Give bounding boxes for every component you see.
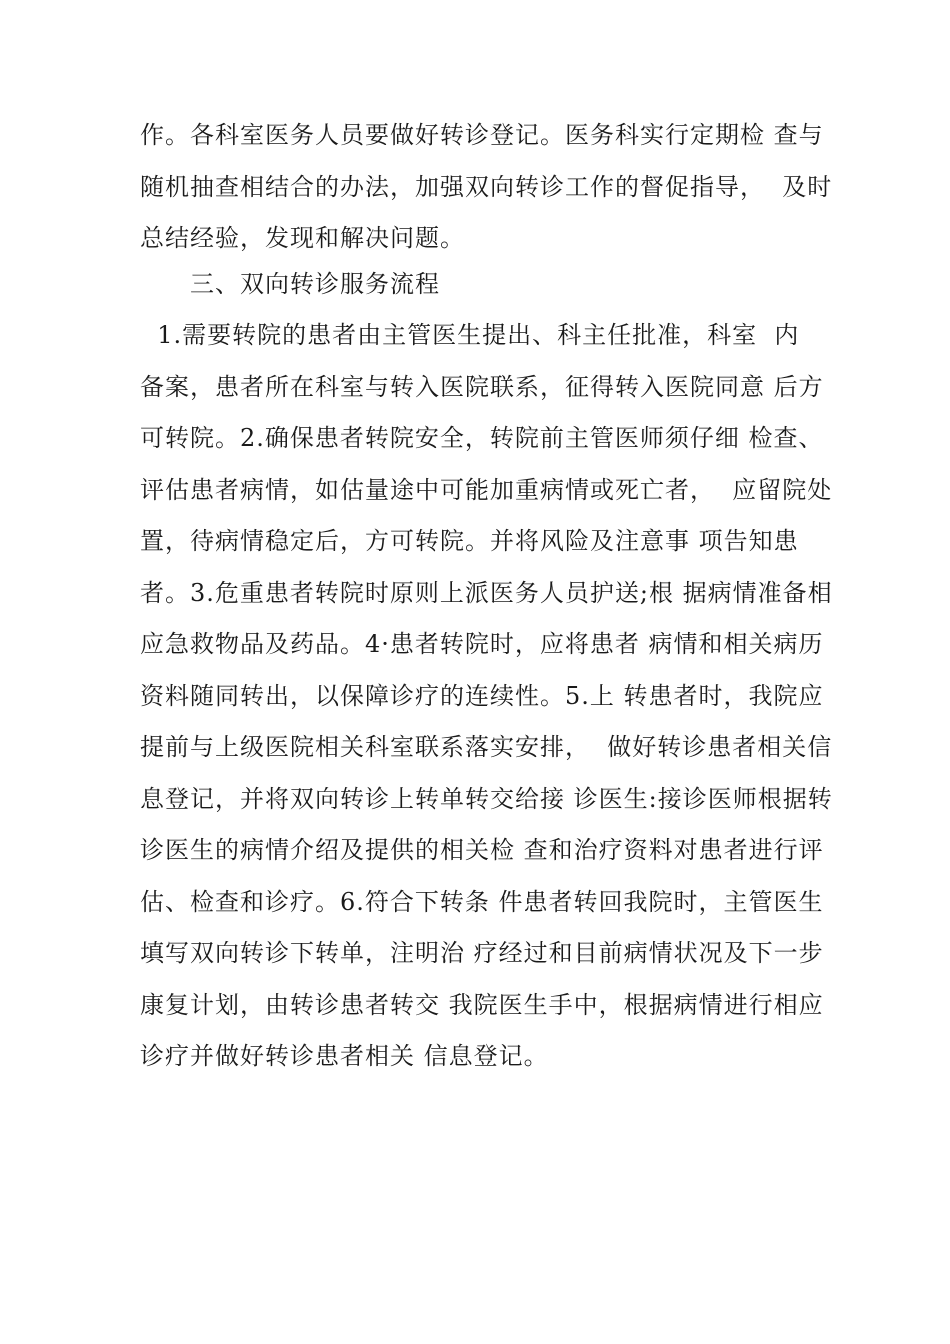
paragraph-line: 置，待病情稳定后，方可转院。并将风险及注意事 项告知患 xyxy=(140,527,799,555)
section-heading: 三、双向转诊服务流程 xyxy=(190,270,440,298)
paragraph-line: 作。各科室医务人员要做好转诊登记。医务科实行定期检 查与 xyxy=(140,121,824,149)
paragraph-line: 康复计划，由转诊患者转交 我院医生手中，根据病情进行相应 xyxy=(140,990,824,1019)
section-body xyxy=(140,310,840,1083)
paragraph-line: 提前与上级医院相关科室联系落实安排， 做好转诊患者相关信 xyxy=(140,733,833,761)
paragraph-line: 1.需要转院的患者由主管医生提出、科主任批准，科室 内 xyxy=(140,321,800,349)
paragraph-line: 随机抽查相结合的办法，加强双向转诊工作的督促指导， 及时 xyxy=(140,172,833,201)
paragraph-line: 填写双向转诊下转单，注明治 疗经过和目前病情状况及下一步 xyxy=(140,939,824,967)
paragraph-line: 诊疗并做好转诊患者相关 信息登记。 xyxy=(140,1042,549,1070)
paragraph-line: 估、检查和诊疗。6.符合下转条 件患者转回我院时，主管医生 xyxy=(140,887,824,916)
paragraph-line: 资料随同转出，以保障诊疗的连续性。5.上 转患者时，我院应 xyxy=(140,681,824,710)
paragraph-line: 评估患者病情，如估量途中可能加重病情或死亡者， 应留院处 xyxy=(140,475,833,504)
paragraph-line: 应急救物品及药品。4·患者转院时，应将患者 病情和相关病历 xyxy=(140,630,824,658)
continued-paragraph xyxy=(140,110,840,265)
paragraph-line: 可转院。2.确保患者转院安全，转院前主管医师须仔细 检查、 xyxy=(140,424,824,452)
paragraph-line: 者。3.危重患者转院时原则上派医务人员护送;根 据病情准备相 xyxy=(140,578,833,607)
paragraph-line: 备案，患者所在科室与转入医院联系，征得转入医院同意 后方 xyxy=(140,372,824,401)
paragraph-line: 总结经验，发现和解决问题。 xyxy=(140,224,465,252)
paragraph-line: 诊医生的病情介绍及提供的相关检 查和治疗资料对患者进行评 xyxy=(140,836,824,864)
paragraph-line: 息登记，并将双向转诊上转单转交给接 诊医生:接诊医师根据转 xyxy=(140,784,833,813)
